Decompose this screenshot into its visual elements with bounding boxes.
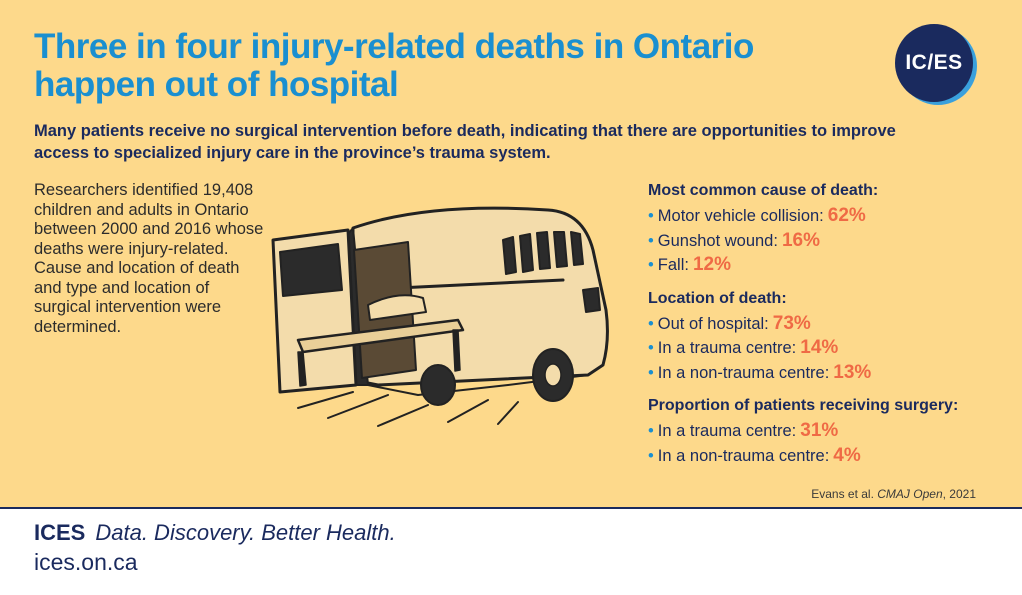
stat-value: 16% [781,229,820,251]
stat-label: Fall: [657,256,689,274]
stat-value: 62% [827,205,866,226]
cause-heading: Most common cause of death: [648,182,879,199]
surgery-heading: Proportion of patients receiving surgery: [648,397,959,414]
footer-brand [34,520,396,546]
list-item [648,361,1018,386]
stat-value: 31% [800,420,839,441]
stat-value: 4% [833,444,861,466]
list-item [648,229,1018,254]
brand-name: ICES [34,520,86,545]
bullet-icon: • [648,446,654,465]
citation [811,487,976,501]
citation-year: , 2021 [942,487,976,501]
subtitle: Many patients receive no surgical intervention before death, indicating that there are opportunities to improve access to specialized injury care in the province’s trauma system. [34,122,896,162]
bullet-icon: • [648,363,654,382]
list-item [648,312,1018,337]
bullet-icon: • [648,231,654,250]
stat-value: 13% [833,361,872,383]
footer-divider [0,507,1022,509]
stat-label: Motor vehicle collision: [657,207,824,225]
footer-url: ices.on.ca [34,549,138,575]
stat-label: Gunshot wound: [657,231,778,250]
list-item [648,444,1018,469]
bullet-icon: • [648,422,654,440]
citation-journal: CMAJ Open [877,487,943,501]
stat-value: 14% [800,337,839,358]
stats-panel [648,180,1018,478]
list-item [648,204,1018,229]
stat-label: Out of hospital: [657,314,769,333]
logo-text: IC/ES [905,51,963,74]
cause-of-death-group [648,180,1018,278]
bullet-icon: • [648,207,654,225]
stat-label: In a non-trauma centre: [657,363,830,382]
page-title: Three in four injury-related deaths in Ontario happen out of hospital [34,27,754,104]
stat-value: 73% [772,312,811,334]
ices-logo [895,24,973,102]
intro-paragraph: Researchers identified 19,408 children and adults in Ontario between 2000 and 2016 whose deaths were injury-related. Cause and location of death and type and location of surgical intervention were determined. [34,181,264,336]
list-item [648,253,1018,278]
location-heading: Location of death: [648,289,787,307]
stat-label: In a trauma centre: [657,422,797,440]
bullet-icon: • [648,256,654,274]
list-item [648,336,1018,361]
citation-authors: Evans et al. [811,487,874,501]
stat-value: 12% [692,254,731,275]
list-item [648,419,1018,444]
ambulance-illustration [258,180,638,430]
stat-label: In a non-trauma centre: [657,446,830,465]
location-of-death-group [648,288,1018,386]
stat-label: In a trauma centre: [657,339,797,357]
bullet-icon: • [648,339,654,357]
brand-tagline: Data. Discovery. Better Health. [95,520,396,545]
surgery-proportion-group [648,395,1018,468]
bullet-icon: • [648,314,654,333]
